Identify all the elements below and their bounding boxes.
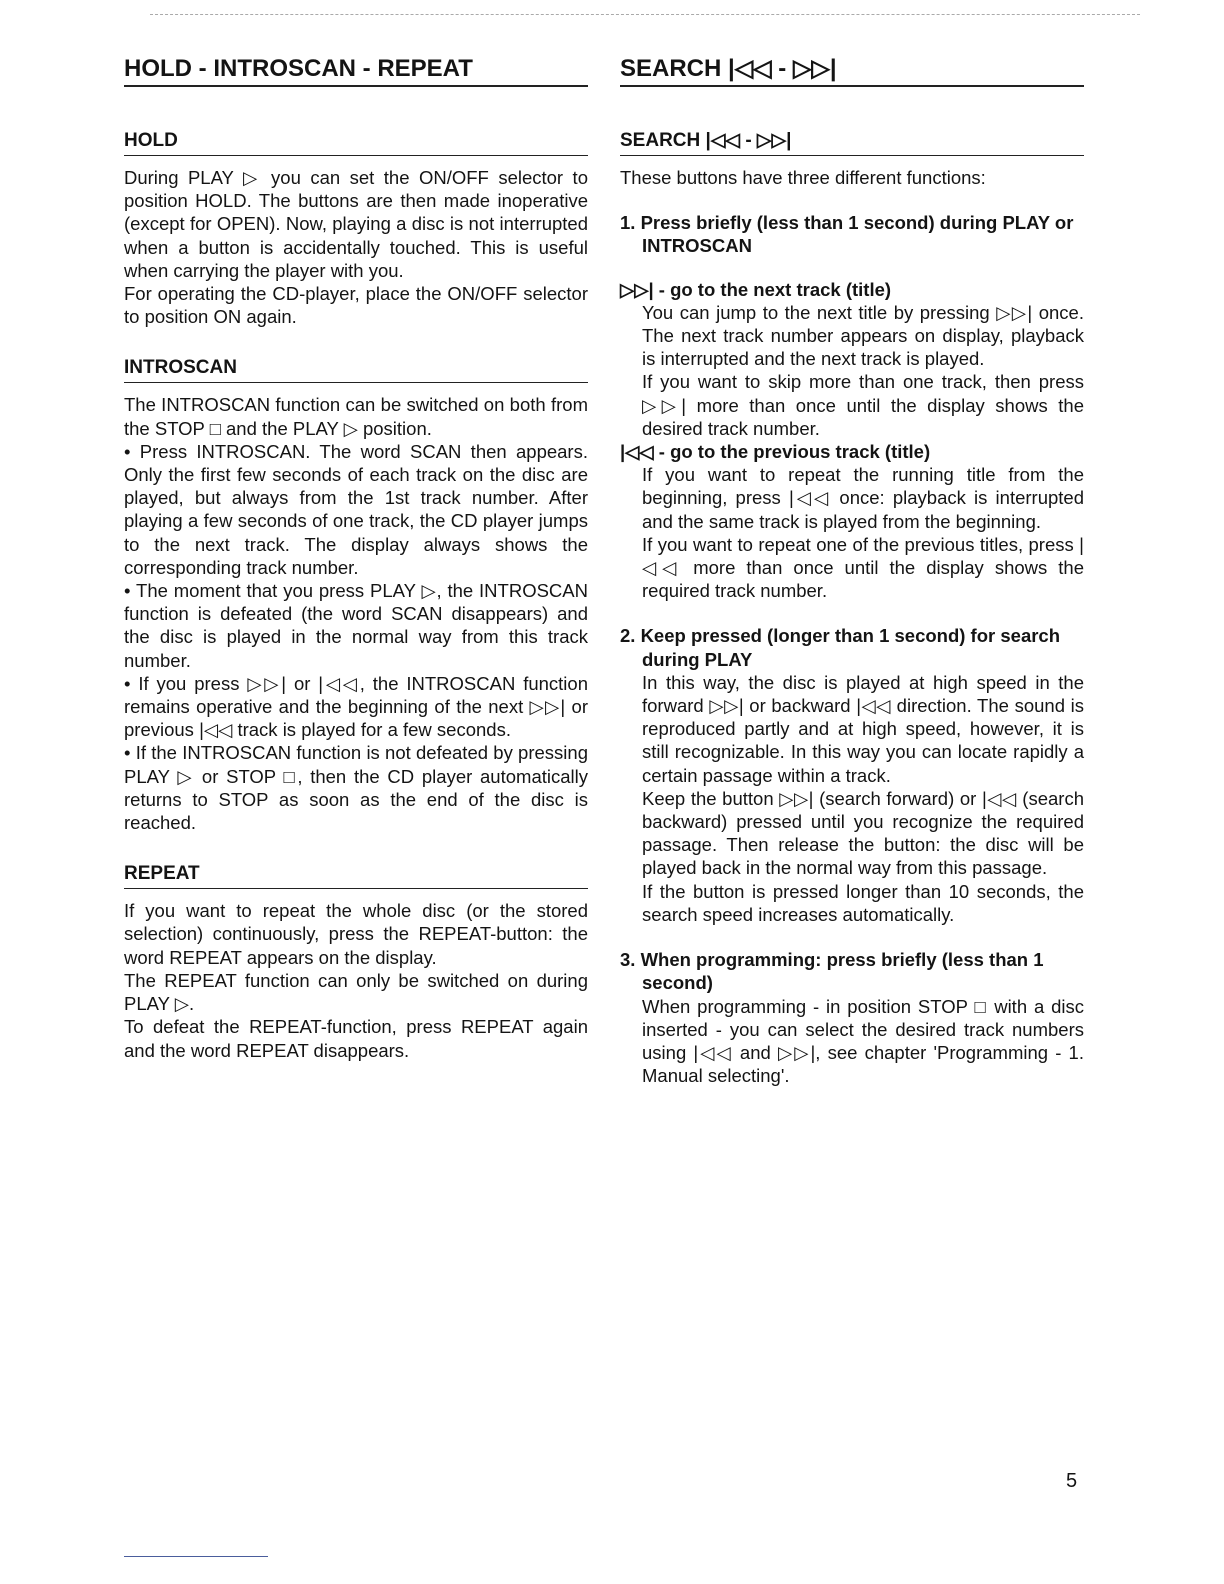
item-1-heading: 1. Press briefly (less than 1 second) during PLAY or INTROSCAN xyxy=(620,212,1074,257)
next-track-heading: ▷▷| - go to the next track (title) xyxy=(620,278,892,300)
page-number: 5 xyxy=(1066,1470,1078,1492)
item-2-text: Keep the button ▷▷| (search forward) or |◁◁ (search backward) pressed until you recognize the required passage. Then release the button: the disc will be played back in the normal way from this passage. xyxy=(642,787,1084,879)
page-title-left: HOLD - INTROSCAN - REPEAT xyxy=(124,52,588,87)
top-scan-line xyxy=(150,14,1140,15)
item-2-text: In this way, the disc is played at high speed in the forward ▷▷| or backward |◁◁ direction. The sound is reproduced partly and at high speed, however, it is still recognizable. In this way you can locate rapidly a certain passage within a track. xyxy=(642,671,1084,786)
previous-track-heading: |◁◁ - go to the previous track (title) xyxy=(620,441,931,463)
page-title-right: SEARCH |◁◁ - ▷▷| xyxy=(620,52,1084,87)
item-3-heading: 3. When programming: press briefly (less than 1 second) xyxy=(620,949,1044,994)
hold-paragraph: During PLAY ▷ you can set the ON/OFF selector to position HOLD. The buttons are then made inoperative (except for OPEN). Now, playing a disc is not interrupted when a button is accidentally touched. This is useful when carrying the player with you. xyxy=(124,167,588,281)
item-2-heading: 2. Keep pressed (longer than 1 second) for search during PLAY xyxy=(620,625,1061,670)
introscan-bullet: • If you press ▷▷| or |◁◁, the INTROSCAN function remains operative and the beginning of the next ▷▷| or previous |◁◁ track is played for a few seconds. xyxy=(124,672,588,741)
repeat-heading: REPEAT xyxy=(124,860,588,889)
right-column xyxy=(620,52,1084,1087)
introscan-bullet: • Press INTROSCAN. The word SCAN then appears. Only the first few seconds of each track on the disc are played, but always from the 1st track number. After playing a few seconds of one track, the CD player jumps to the next track. The display always shows the corresponding track number. xyxy=(124,440,588,578)
introscan-heading: INTROSCAN xyxy=(124,354,588,383)
bottom-rule xyxy=(124,1556,268,1557)
hold-heading: HOLD xyxy=(124,127,588,156)
next-track-text: You can jump to the next title by pressing ▷▷| once. The next track number appears on display, playback is interrupted and the next track is played. xyxy=(642,301,1084,370)
introscan-paragraph: The INTROSCAN function can be switched on both from the STOP □ and the PLAY ▷ position. xyxy=(124,394,588,439)
next-track-text: If you want to skip more than one track, then press ▷▷| more than once until the display shows the desired track number. xyxy=(642,371,1084,439)
previous-track-text: If you want to repeat the running title from the beginning, press |◁◁ once: playback is interrupted and the same track is played from the beginning. xyxy=(642,464,1084,532)
previous-track-text: If you want to repeat one of the previous titles, press |◁◁ more than once until the display shows the required track number. xyxy=(642,533,1084,602)
repeat-paragraph: To defeat the REPEAT-function, press REPEAT again and the word REPEAT disappears. xyxy=(124,1016,588,1061)
left-column xyxy=(124,52,588,1062)
introscan-bullet: • The moment that you press PLAY ▷, the INTROSCAN function is defeated (the word SCAN disappears) and the disc is played in the normal way from this track number. xyxy=(124,580,588,671)
hold-paragraph: For operating the CD-player, place the ON/OFF selector to position ON again. xyxy=(124,283,588,328)
search-heading: SEARCH |◁◁ - ▷▷| xyxy=(620,127,1084,156)
search-intro: These buttons have three different functions: xyxy=(620,167,986,188)
repeat-paragraph: If you want to repeat the whole disc (or the stored selection) continuously, press the REPEAT-button: the word REPEAT appears on the display. xyxy=(124,900,588,968)
repeat-paragraph: The REPEAT function can only be switched on during PLAY ▷. xyxy=(124,969,588,1015)
introscan-bullet: • If the INTROSCAN function is not defeated by pressing PLAY ▷ or STOP □, then the CD player automatically returns to STOP as soon as the end of the disc is reached. xyxy=(124,742,588,834)
item-3-text: When programming - in position STOP □ with a disc inserted - you can select the desired track numbers using |◁◁ and ▷▷|, see chapter 'Programming - 1. Manual selecting'. xyxy=(642,995,1084,1087)
item-2-text: If the button is pressed longer than 10 seconds, the search speed increases automatically. xyxy=(642,880,1084,925)
